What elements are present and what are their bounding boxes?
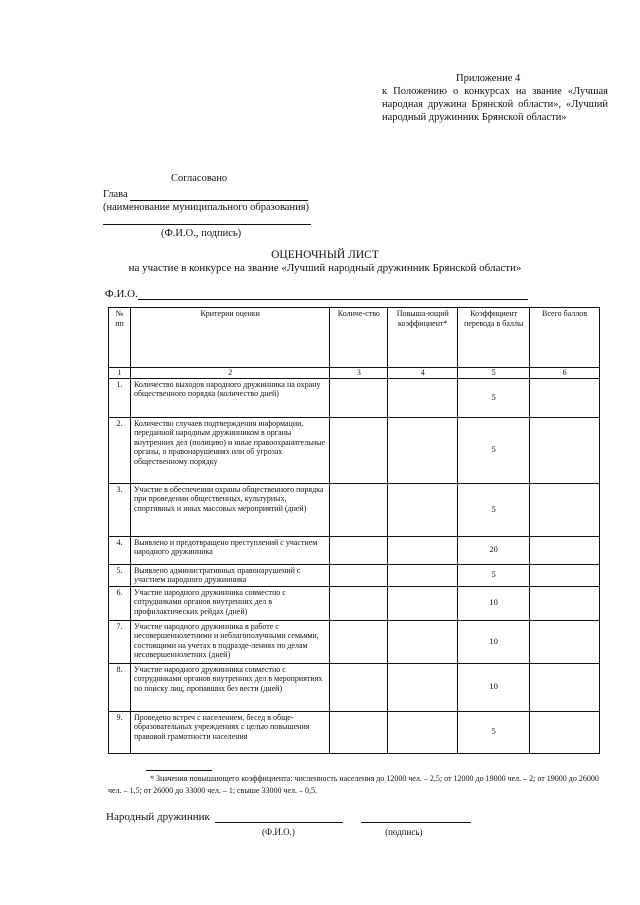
row-quantity: [330, 711, 388, 753]
appendix-text: к Положению о конкурсах на звание «Лучшая народная дружина Брянской области», «Лучший народный дружинник Брянской области»: [382, 86, 608, 123]
row-quantity: [330, 586, 388, 620]
row-coefficient: 5: [458, 378, 530, 417]
row-total: [530, 417, 600, 483]
row-criteria: Проведено встреч с населением, бесед в обще-образовательных учреждениях с целью повышения правовой грамотности населения: [130, 711, 329, 753]
signature-name-caption: (Ф.И.О.): [262, 827, 295, 837]
row-number: 7.: [109, 620, 131, 663]
table-row: [109, 536, 600, 564]
row-coefficient: 10: [458, 586, 530, 620]
row-total: [530, 711, 600, 753]
row-quantity: [330, 564, 388, 586]
document-subtitle: на участие в конкурсе на звание «Лучший народный дружинник Брянской области»: [128, 262, 522, 274]
row-multiplier: [388, 663, 458, 711]
approval-block: [103, 172, 318, 240]
signature-block: [106, 811, 471, 823]
row-coefficient: 10: [458, 663, 530, 711]
name-caption: (Ф.И.О., подпись): [161, 228, 242, 239]
document-title-block: [100, 249, 550, 275]
table-row: [109, 663, 600, 711]
row-coefficient: 5: [458, 564, 530, 586]
row-coefficient: 20: [458, 536, 530, 564]
appendix-block: [382, 72, 608, 124]
row-coefficient: 10: [458, 620, 530, 663]
row-total: [530, 483, 600, 536]
row-criteria: Выявлено административных правонарушений с участием народного дружинника: [130, 564, 329, 586]
row-multiplier: [388, 586, 458, 620]
footnote: * Значения повышающего коэффициента: численность населения до 12000 чел. – 2,5; от 12000 до 19000 чел. – 2; от 19000 до 26000 чел. – 1,5; от 26000 до 33000 чел. – 1; свыше 33000 чел. – 0,5.: [108, 774, 599, 795]
row-total: [530, 536, 600, 564]
row-quantity: [330, 417, 388, 483]
column-index: 2: [130, 368, 329, 379]
row-criteria: Выявлено и предотвращено преступлений с участием народного дружинника: [130, 536, 329, 564]
row-total: [530, 378, 600, 417]
row-number: 6.: [109, 586, 131, 620]
header-quantity: Количе-ство: [330, 308, 388, 368]
row-multiplier: [388, 483, 458, 536]
row-number: 5.: [109, 564, 131, 586]
approval-heading: Согласовано: [171, 173, 228, 184]
table-header-row: [109, 308, 600, 368]
header-multiplier: Повыша-ющий коэффициент*: [388, 308, 458, 368]
document-title: ОЦЕНОЧНЫЙ ЛИСТ: [271, 249, 379, 261]
row-number: 2.: [109, 417, 131, 483]
table-row: [109, 483, 600, 536]
column-index: 3: [330, 368, 388, 379]
column-index: 6: [530, 368, 600, 379]
signature-captions: [262, 827, 422, 837]
row-coefficient: 5: [458, 417, 530, 483]
row-multiplier: [388, 620, 458, 663]
row-total: [530, 620, 600, 663]
approval-head-label: Глава: [103, 189, 128, 200]
signature-label: Народный дружинник: [106, 811, 210, 823]
row-criteria: Участие народного дружинника совместно с сотрудниками органов внутренних дел в мероприятиях по поиску лиц, пропавших без вести (дней): [130, 663, 329, 711]
row-quantity: [330, 378, 388, 417]
row-criteria: Участие народного дружинника совместно с сотрудниками органов внутренних дел в профилактических рейдах (дней): [130, 586, 329, 620]
header-coefficient: Коэффициент перевода в баллы: [458, 308, 530, 368]
table-row: [109, 417, 600, 483]
row-multiplier: [388, 378, 458, 417]
row-quantity: [330, 620, 388, 663]
row-number: 1.: [109, 378, 131, 417]
name-fill-line: [103, 214, 311, 225]
row-criteria: Количество выходов народного дружинника на охрану общественного порядка (количество дней): [130, 378, 329, 417]
signature-sign-caption: (подпись): [385, 827, 423, 837]
table-row: [109, 711, 600, 753]
row-total: [530, 663, 600, 711]
fio-row: [105, 288, 528, 300]
head-fill-line: [130, 189, 308, 201]
header-total: Всего баллов: [530, 308, 600, 368]
table-row: [109, 586, 600, 620]
table-row: [109, 620, 600, 663]
row-multiplier: [388, 417, 458, 483]
row-multiplier: [388, 564, 458, 586]
row-quantity: [330, 663, 388, 711]
column-index-row: [109, 368, 600, 379]
row-criteria: Участие народного дружинника в работе с несовершеннолетними и неблагополучными семьями, состоящими на учетах в подразде-лениях по делам несовершеннолетних (дней): [130, 620, 329, 663]
row-number: 8.: [109, 663, 131, 711]
row-number: 3.: [109, 483, 131, 536]
header-criteria: Критерии оценки: [130, 308, 329, 368]
row-number: 9.: [109, 711, 131, 753]
column-index: 5: [458, 368, 530, 379]
row-coefficient: 5: [458, 483, 530, 536]
footnote-divider: [146, 770, 212, 771]
table-row: [109, 378, 600, 417]
row-total: [530, 586, 600, 620]
municipality-caption: (наименование муниципального образования): [103, 202, 310, 213]
row-number: 4.: [109, 536, 131, 564]
signature-name-line: [215, 811, 343, 823]
row-quantity: [330, 483, 388, 536]
row-multiplier: [388, 536, 458, 564]
column-index: 4: [388, 368, 458, 379]
row-coefficient: 5: [458, 711, 530, 753]
table-row: [109, 564, 600, 586]
row-criteria: Участие в обеспечении охраны общественного порядка при проведении общественных, культурных, спортивных и иных массовых мероприятий (дней): [130, 483, 329, 536]
header-number: № пп: [109, 308, 131, 368]
signature-sign-line: [361, 811, 471, 823]
column-index: 1: [109, 368, 131, 379]
row-criteria: Количество случаев подтверждения информации, переданной народным дружинником в органы внутренних дел (полицию) и иные правоохранительные органы, о правонарушениях или об угрозах общественному порядку: [130, 417, 329, 483]
row-total: [530, 564, 600, 586]
approval-head-line: [103, 188, 318, 201]
evaluation-table: [108, 307, 600, 754]
appendix-title: Приложение 4: [456, 73, 521, 84]
row-multiplier: [388, 711, 458, 753]
fio-fill-line: [138, 288, 528, 300]
row-quantity: [330, 536, 388, 564]
fio-label: Ф.И.О.: [105, 288, 138, 300]
